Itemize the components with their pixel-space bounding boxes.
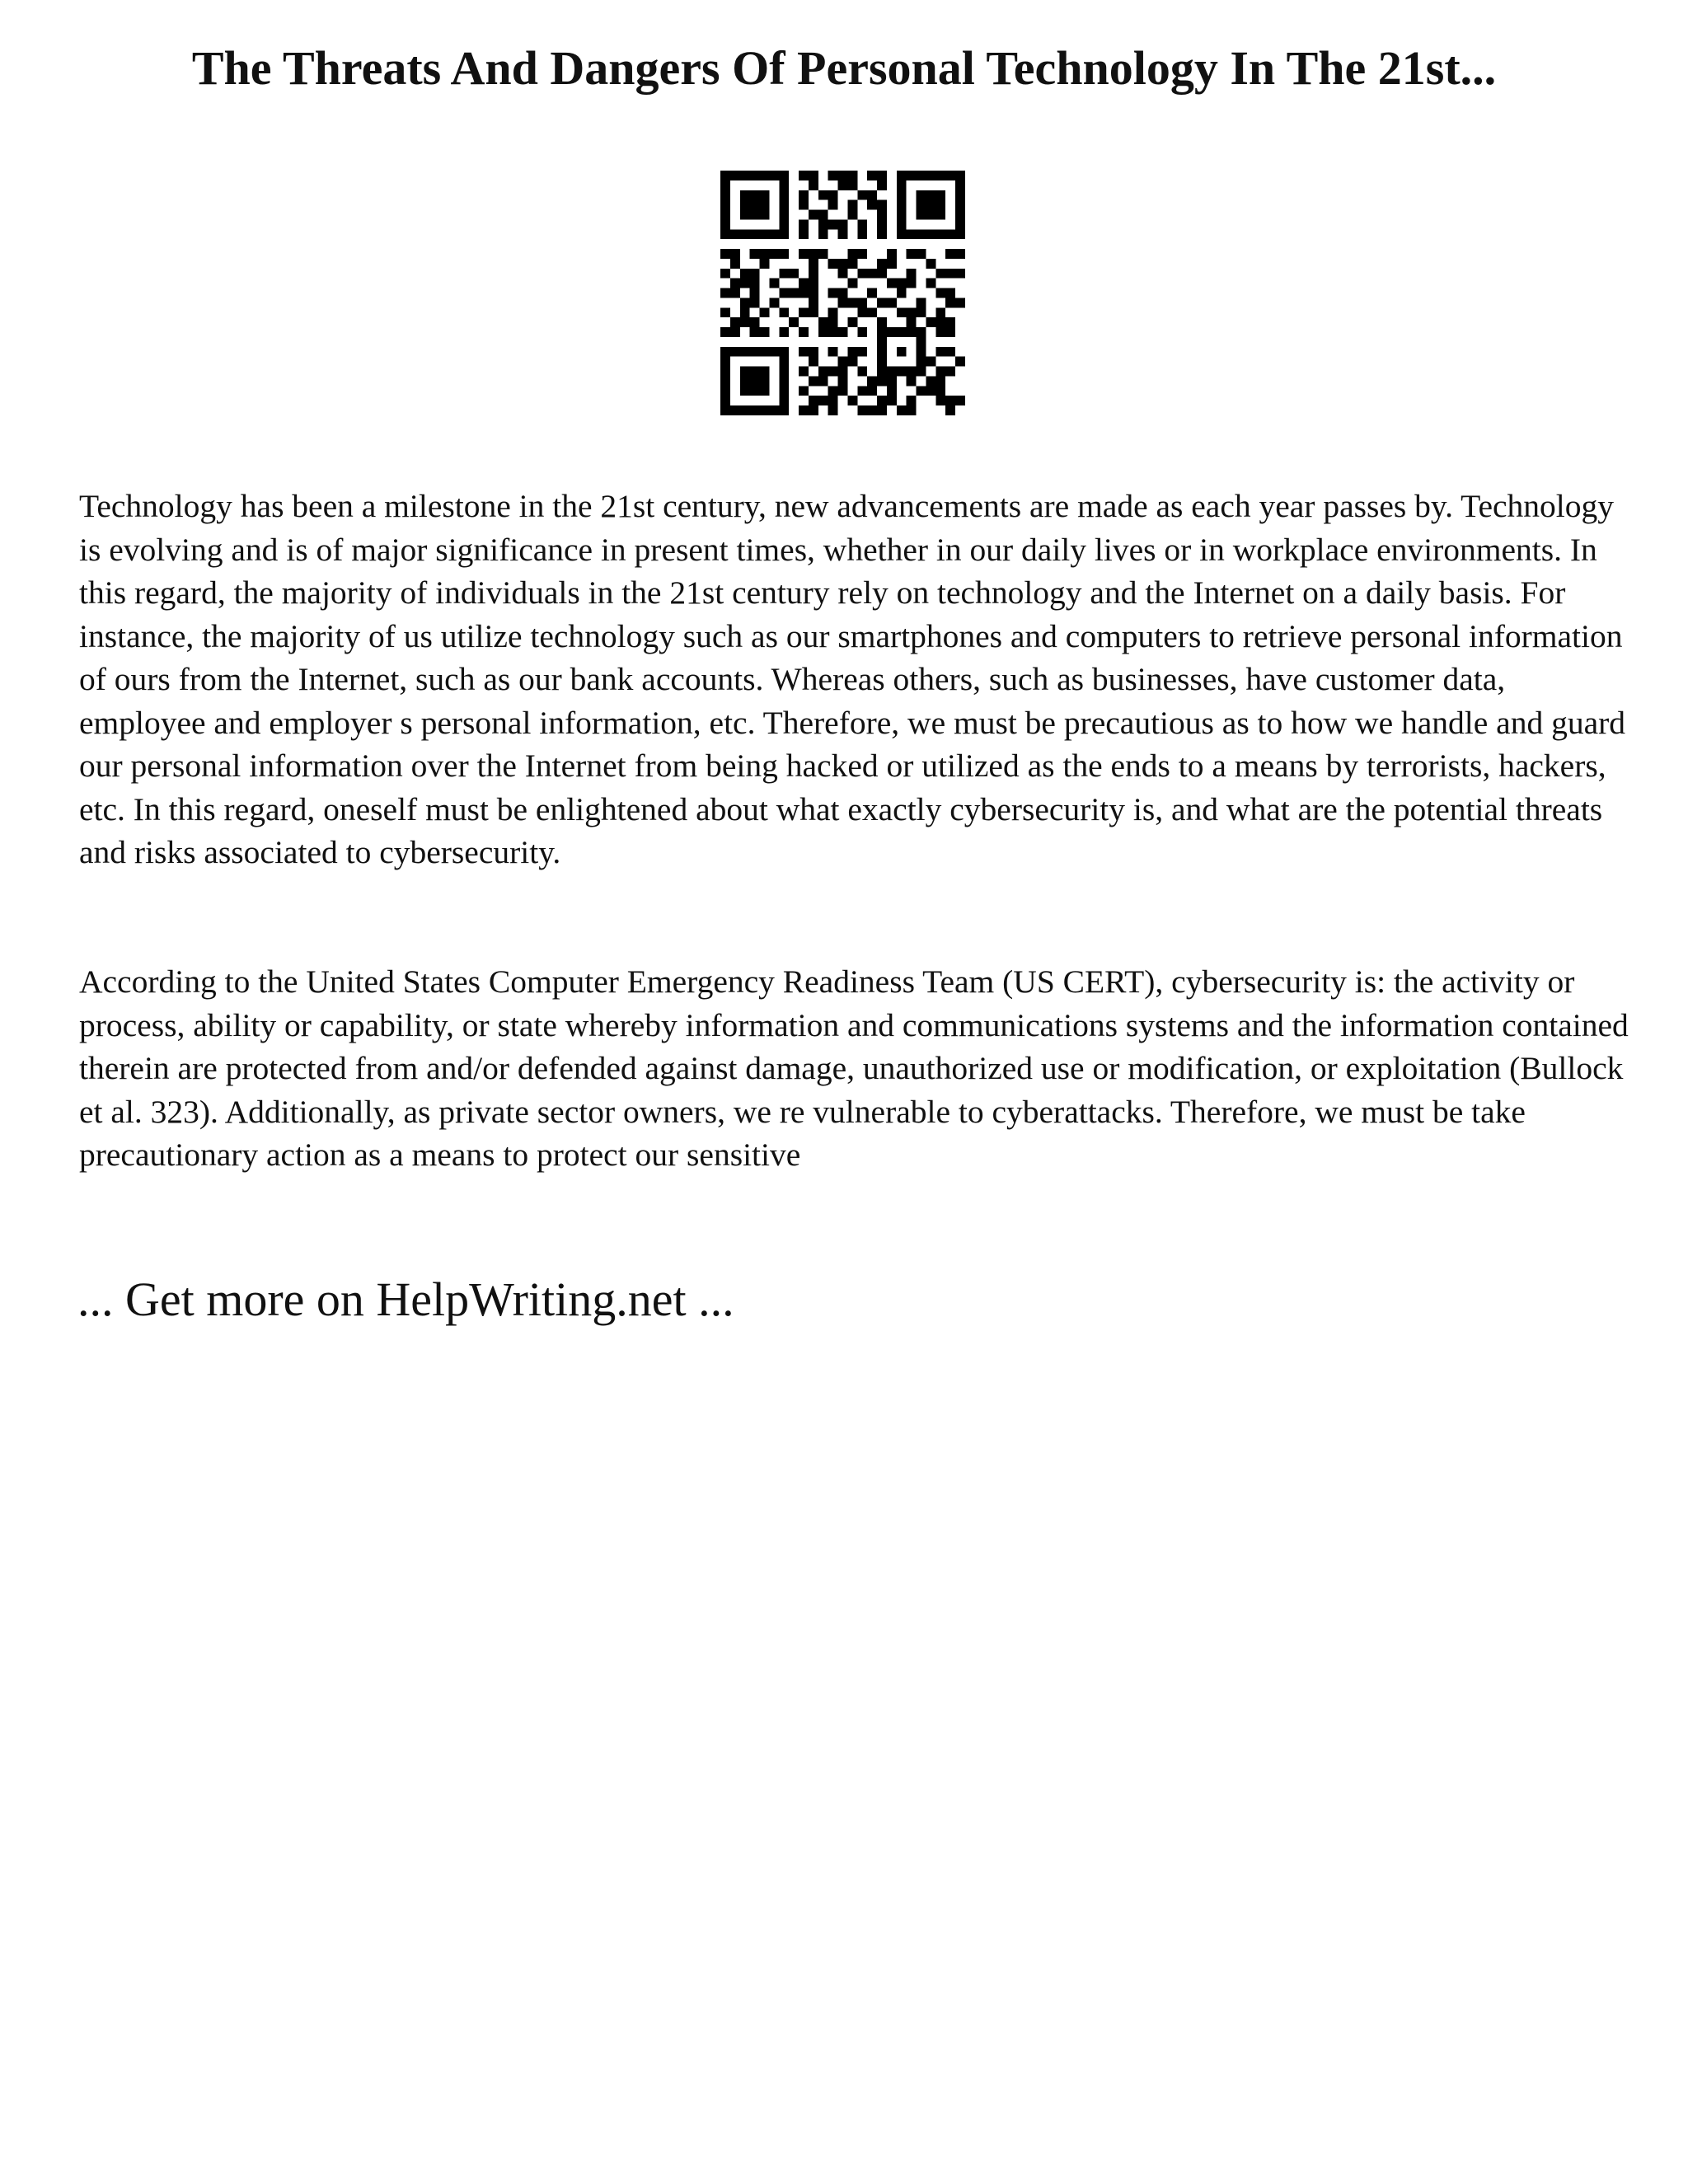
body-paragraph: Technology has been a milestone in the 21st century, new advancements are made as each year passes by. Technology is evolving and is of major significance in present times, whether in our daily lives or in workplace environments. In this regard, the majority of individuals in the 21st century rely on technology and the Internet on a daily basis. For instance, the majority of us utilize technology such as our smartphones and computers to retrieve personal information of ours from the Internet, such as our bank accounts. Whereas others, such as businesses, have customer data, employee and employer s personal information, etc. Therefore, we must be precautious as to how we handle and guard our personal information over the Internet from being hacked or utilized as the ends to a means by terrorists, hackers, etc. In this regard, oneself must be enlightened about what exactly cybersecurity is, and what are the potential threats and risks associated to cybersecurity.	[79, 488, 1625, 870]
get-more-link[interactable]: ... Get more on HelpWriting.net ...	[77, 1272, 734, 1326]
page-title: The Threats And Dangers Of Personal Technology In The 21st...	[191, 41, 1497, 95]
body-paragraph: According to the United States Computer Emergency Readiness Team (US CERT), cybersecurity is: the activity or process, ability or capability, or state whereby information and communications systems and the information contained therein are protected from and/or defended against damage, unauthorized use or modification, or exploitation (Bullock et al. 323). Additionally, as private sector owners, we re vulnerable to cyberattacks. Therefore, we must be take precautionary action as a means to protect our sensitive	[79, 963, 1629, 1173]
qr-code-icon	[720, 171, 965, 415]
